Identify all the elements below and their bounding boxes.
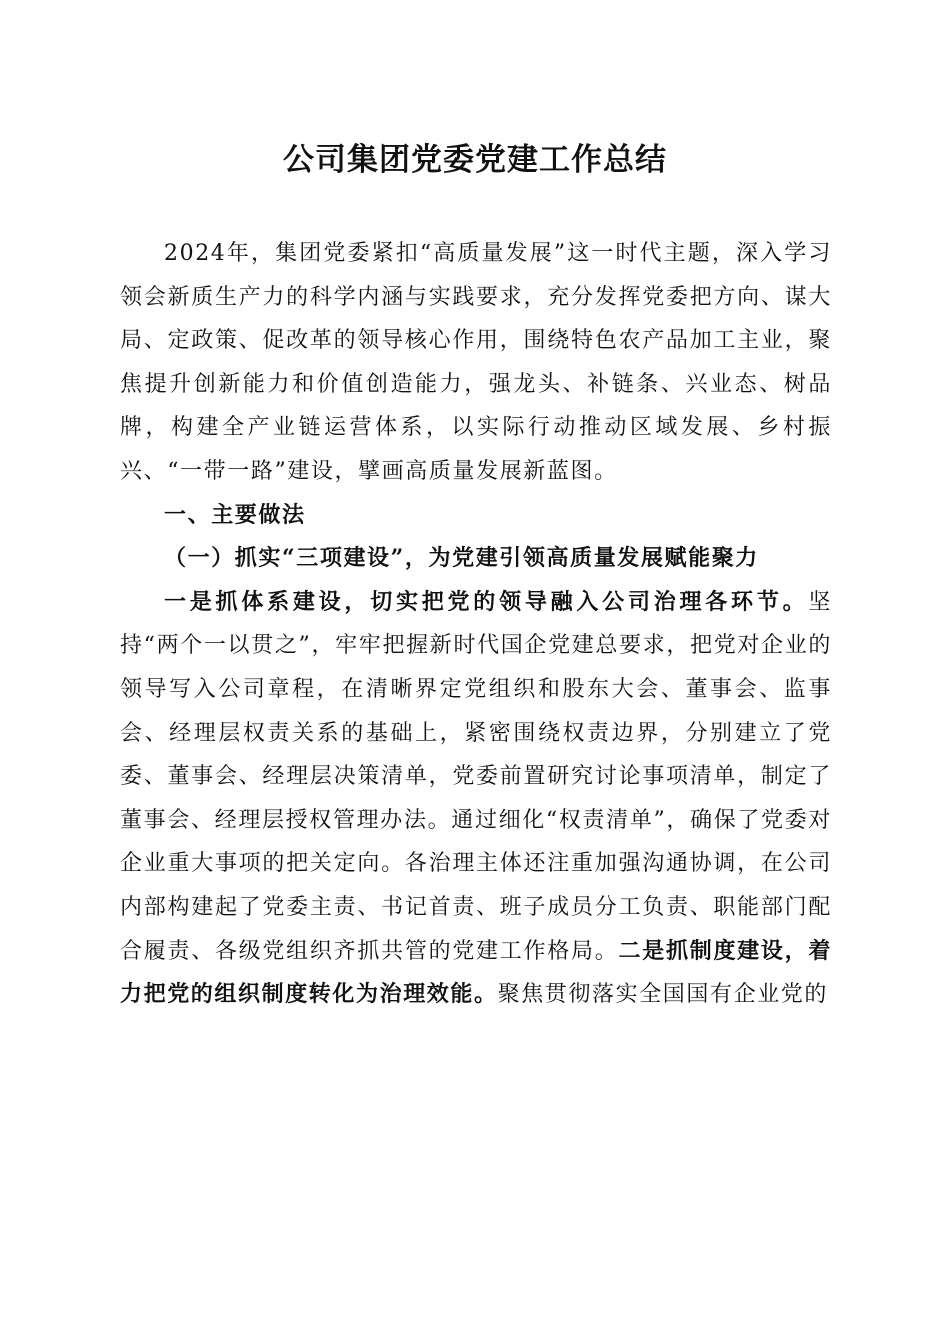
body-paragraph bbox=[120, 581, 832, 1017]
paragraph-body-system-construction: 坚持“两个一以贯之”，牢牢把握新时代国企党建总要求，把党对企业的领导写入公司章程，在清晰界定党组织和股东大会、董事会、监事会、经理层权责关系的基础上，紧密围绕权责边界，分别建立了党委、董事会、经理层决策清单，党委前置研究讨论事项清单，制定了董事会、经理层授权管理办法。通过细化“权责清单”，确保了党委对企业重大事项的把关定向。各治理主体还注重加强沟通协调，在公司内部构建起了党委主责、书记首责、班子成员分工负责、职能部门配合履责、各级党组织齐抓共管的党建工作格局。 bbox=[120, 589, 832, 964]
paragraph-body-institution-construction: 聚焦贯彻落实全国国有企业党的 bbox=[497, 982, 829, 1008]
document-body bbox=[120, 232, 832, 1017]
section-heading-main-practices: 一、主要做法 bbox=[164, 502, 306, 528]
paragraph-lead-system-construction: 一是抓体系建设，切实把党的领导融入公司治理各环节。 bbox=[164, 588, 809, 615]
intro-paragraph: 2024年，集团党委紧扣“高质量发展”这一时代主题，深入学习领会新质生产力的科学内涵与实践要求，充分发挥党委把方向、谋大局、定政策、促改革的领导核心作用，围绕特色农产品加工主业，聚焦提升创新能力和价值创造能力，强龙头、补链条、兴业态、树品牌，构建全产业链运营体系，以实际行动推动区域发展、乡村振兴、“一带一路”建设，擘画高质量发展新蓝图。 bbox=[120, 241, 832, 484]
subsection-heading-three-constructions: （一）抓实“三项建设”，为党建引领高质量发展赋能聚力 bbox=[164, 545, 759, 572]
document-title: 公司集团党委党建工作总结 bbox=[283, 142, 667, 178]
paragraph-lead-institution-construction: 二是抓制度建设，着力把党的组织制度转化为治理效能。 bbox=[120, 937, 832, 1008]
